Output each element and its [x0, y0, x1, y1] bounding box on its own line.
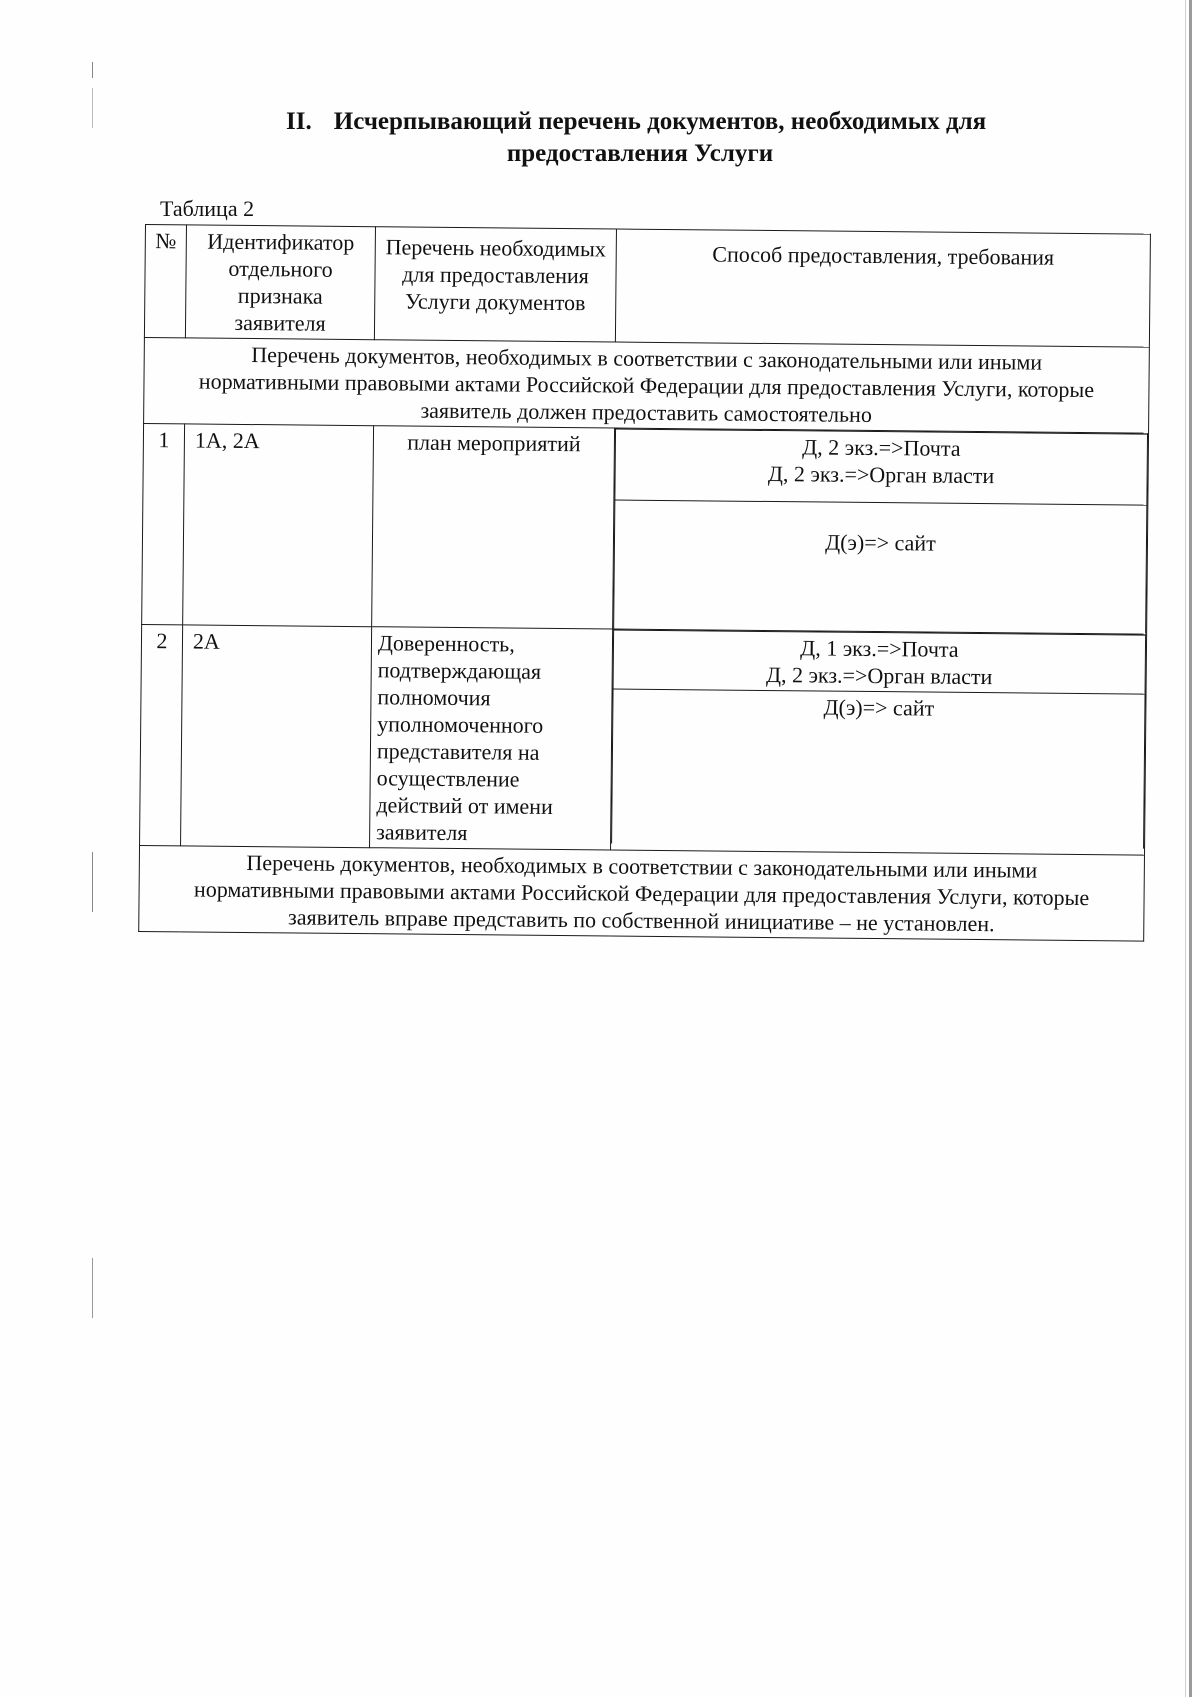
- header-documents: Перечень необходимых для предоставления Услуги документов: [374, 227, 616, 342]
- doc-line: представителя на: [376, 738, 540, 765]
- section-row-required: [144, 337, 1150, 433]
- table-header-row: [144, 225, 1150, 348]
- table-caption: Таблица 2: [160, 196, 255, 221]
- section-optional-text: Перечень документов, необходимых в соответствии с законодательными или иными нормативными правовыми актами Российской Федерации для предоставления Услуги, которые заявитель вправе представить по собственной инициативе – не установлен.: [139, 845, 1145, 941]
- scan-mark: [92, 1258, 93, 1318]
- section-title-line1: Исчерпывающий перечень документов, необходимых для: [333, 108, 987, 135]
- doc-line: полномочия: [377, 684, 491, 711]
- section-number: II.: [286, 108, 312, 135]
- doc-line: действий от имени: [376, 792, 553, 819]
- scan-mark: [92, 62, 93, 78]
- header-num: №: [144, 225, 186, 338]
- doc-line: подтверждающая: [377, 657, 542, 684]
- header-method: Способ предоставления, требования: [615, 229, 1150, 347]
- row-identifier: 2А: [181, 625, 372, 848]
- row-document: [370, 627, 613, 850]
- row-num: 2: [140, 624, 183, 845]
- row-methods: [611, 629, 1147, 855]
- doc-line: Доверенность,: [377, 630, 515, 657]
- row-num: 1: [142, 423, 185, 624]
- section-row-optional: [139, 845, 1145, 941]
- scan-mark: [92, 852, 93, 912]
- method-electronic: Д(э)=> сайт: [612, 689, 1145, 849]
- doc-line: осуществление: [376, 765, 520, 792]
- scan-edge: [1185, 0, 1186, 1697]
- method-electronic: Д(э)=> сайт: [614, 500, 1147, 634]
- method-paper: Д, 2 экз.=>Почта Д, 2 экз.=>Орган власти: [615, 429, 1148, 505]
- doc-line: уполномоченного: [377, 711, 544, 738]
- table-row: [142, 423, 1149, 634]
- section-heading: [140, 106, 1060, 170]
- section-required-text: Перечень документов, необходимых в соответствии с законодательными или иными нормативными правовыми актами Российской Федерации для предоставления Услуги, которые заявитель должен предоставить самостоятельно: [144, 337, 1150, 433]
- scan-edge: [1189, 0, 1192, 1697]
- method-paper: Д, 1 экз.=>Почта Д, 2 экз.=>Орган власти: [613, 630, 1146, 694]
- documents-table: [138, 224, 1151, 942]
- doc-line: заявителя: [376, 819, 468, 846]
- table-row: [140, 624, 1147, 855]
- row-identifier: 1А, 2А: [183, 424, 374, 627]
- header-identifier: Идентификатор отдельного признака заявителя: [185, 225, 375, 340]
- row-document: план мероприятий: [372, 426, 615, 629]
- scan-mark: [92, 88, 93, 128]
- row-methods: [613, 428, 1149, 634]
- section-title-line2: предоставления Услуги: [506, 140, 774, 167]
